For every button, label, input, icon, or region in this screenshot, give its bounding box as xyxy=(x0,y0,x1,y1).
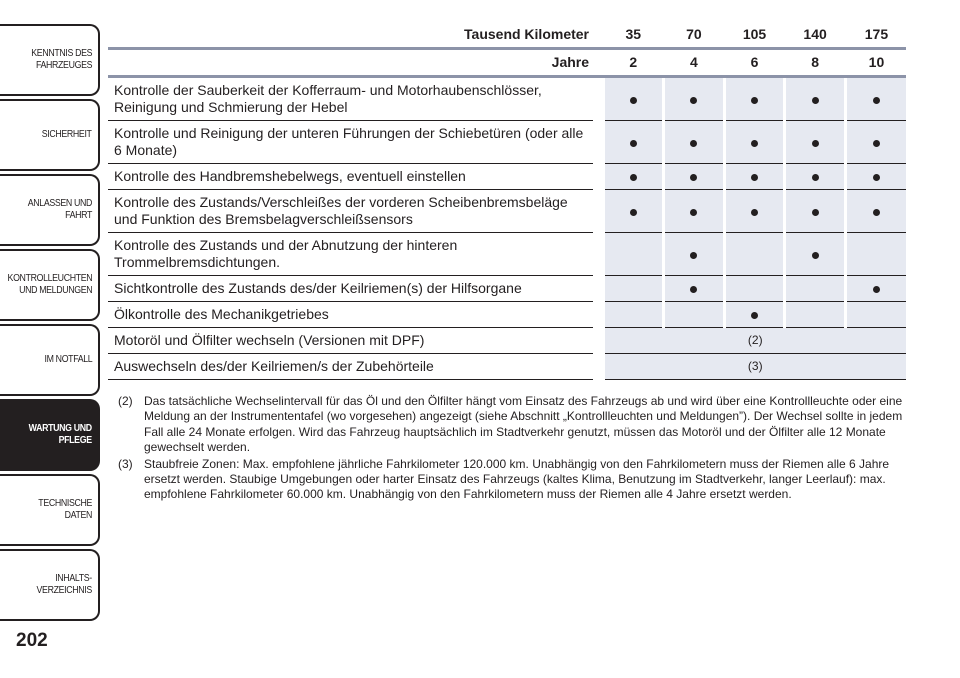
chapter-tab-label: INHALTS- VERZEICHNIS xyxy=(36,573,92,596)
chapter-tab[interactable] xyxy=(0,474,100,546)
check-dot-icon xyxy=(630,174,637,181)
schedule-row-label: Ölkontrolle des Mechanikgetriebes xyxy=(108,302,593,328)
chapter-tab-active[interactable] xyxy=(0,399,100,471)
check-dot-icon xyxy=(751,174,758,181)
check-dot-icon xyxy=(751,140,758,147)
header-years-value: 2 xyxy=(603,49,664,77)
chapter-tab-label: WARTUNG UND PFLEGE xyxy=(28,423,92,446)
chapter-tab-label: IM NOTFALL xyxy=(44,354,92,365)
header-km-value: 70 xyxy=(664,22,725,49)
interval-cell xyxy=(785,233,846,276)
schedule-row-label: Auswechseln des/der Keilriemen/s der Zubehörteile xyxy=(108,354,593,380)
header-km-label: Tausend Kilometer xyxy=(108,22,593,49)
schedule-row-label: Sichtkontrolle des Zustands des/der Keilriemen(s) der Hilfsorgane xyxy=(108,276,593,302)
check-dot-icon xyxy=(873,286,880,293)
check-dot-icon xyxy=(690,252,697,259)
interval-cell xyxy=(845,77,906,121)
schedule-row xyxy=(108,164,906,190)
interval-cell xyxy=(785,190,846,233)
interval-cell xyxy=(603,276,664,302)
interval-cell xyxy=(664,233,725,276)
schedule-row xyxy=(108,121,906,164)
chapter-tab-label: SICHERHEIT xyxy=(42,129,92,140)
chapter-tab[interactable] xyxy=(0,249,100,321)
interval-cell xyxy=(724,190,785,233)
check-dot-icon xyxy=(690,97,697,104)
schedule-row xyxy=(108,233,906,276)
check-dot-icon xyxy=(630,140,637,147)
check-dot-icon xyxy=(873,209,880,216)
check-dot-icon xyxy=(812,209,819,216)
header-km-value: 175 xyxy=(845,22,906,49)
interval-cell xyxy=(724,233,785,276)
interval-cell xyxy=(845,233,906,276)
schedule-row-label: Kontrolle und Reinigung der unteren Führungen der Schiebetüren (oder alle 6 Monate) xyxy=(108,121,593,164)
footnote-mark: (2) xyxy=(118,394,133,408)
check-dot-icon xyxy=(873,97,880,104)
interval-cell xyxy=(785,164,846,190)
check-dot-icon xyxy=(812,174,819,181)
interval-cell xyxy=(603,164,664,190)
interval-cell xyxy=(845,164,906,190)
interval-cell xyxy=(785,121,846,164)
interval-cell xyxy=(664,164,725,190)
chapter-tab-label: KENNTNIS DES FAHRZEUGES xyxy=(31,48,92,71)
chapter-tab[interactable] xyxy=(0,174,100,246)
schedule-row-label: Kontrolle des Handbremshebelwegs, eventuell einstellen xyxy=(108,164,593,190)
check-dot-icon xyxy=(630,97,637,104)
interval-cell xyxy=(724,276,785,302)
chapter-tab[interactable] xyxy=(0,324,100,396)
footnote-mark: (3) xyxy=(118,456,133,471)
footnote xyxy=(118,394,910,456)
interval-cell xyxy=(603,190,664,233)
interval-cell xyxy=(603,121,664,164)
interval-cell xyxy=(845,190,906,233)
chapter-tab[interactable] xyxy=(0,549,100,621)
schedule-row xyxy=(108,190,906,233)
check-dot-icon xyxy=(690,209,697,216)
footnote-text: Das tatsächliche Wechselintervall für das Öl und den Ölfilter hängt vom Einsatz des Fahrzeugs ab und wird über eine Kontrollleuchte oder eine Meldung an der Instrumententafel (wo vorgesehen) angezeigt (siehe Abschnitt „Kontrollleuchten und Meldungen”). Der Wechsel sollte in jedem Fall alle 24 Monate erfolgen. Wird das Fahrzeug hauptsächlich im Stadtverkehr genutzt, müssen das Motoröl und der Ölfilter alle 12 Monate gewechselt werden. xyxy=(144,394,903,455)
header-row-years xyxy=(108,49,906,77)
header-years-value: 10 xyxy=(845,49,906,77)
header-years-value: 8 xyxy=(785,49,846,77)
check-dot-icon xyxy=(751,97,758,104)
interval-cell xyxy=(664,302,725,328)
check-dot-icon xyxy=(812,252,819,259)
check-dot-icon xyxy=(630,209,637,216)
schedule-row xyxy=(108,302,906,328)
chapter-tab-label: KONTROLLEUCHTEN UND MELDUNGEN xyxy=(7,273,92,296)
check-dot-icon xyxy=(812,140,819,147)
check-dot-icon xyxy=(690,286,697,293)
check-dot-icon xyxy=(690,174,697,181)
check-dot-icon xyxy=(751,209,758,216)
interval-cell xyxy=(724,77,785,121)
chapter-tabs xyxy=(0,24,100,624)
interval-cell xyxy=(785,276,846,302)
header-years-label: Jahre xyxy=(108,49,593,77)
schedule-row-label: Kontrolle der Sauberkeit der Kofferraum- und Motorhaubenschlösser, Reinigung und Schmierung der Hebel xyxy=(108,77,593,121)
interval-cell xyxy=(664,276,725,302)
schedule-row-label: Kontrolle des Zustands und der Abnutzung der hinteren Trommelbremsdichtungen. xyxy=(108,233,593,276)
schedule-row-label: Kontrolle des Zustands/Verschleißes der vorderen Scheibenbremsbeläge und Funktion des Bremsbelagverschleißsensors xyxy=(108,190,593,233)
chapter-tab-label: ANLASSEN UND FAHRT xyxy=(27,198,92,221)
interval-cell xyxy=(664,77,725,121)
interval-cell xyxy=(664,121,725,164)
schedule-row xyxy=(108,328,906,354)
interval-cell xyxy=(785,77,846,121)
interval-note: (2) xyxy=(603,328,906,354)
header-km-value: 35 xyxy=(603,22,664,49)
footnotes xyxy=(118,394,910,504)
schedule-row xyxy=(108,276,906,302)
header-years-value: 6 xyxy=(724,49,785,77)
footnote xyxy=(118,457,910,503)
interval-cell xyxy=(724,164,785,190)
header-km-value: 140 xyxy=(785,22,846,49)
maintenance-schedule-table xyxy=(108,22,906,380)
page-number: 202 xyxy=(16,630,48,651)
interval-cell xyxy=(785,302,846,328)
interval-cell xyxy=(664,190,725,233)
check-dot-icon xyxy=(812,97,819,104)
schedule-row-label: Motoröl und Ölfilter wechseln (Versionen mit DPF) xyxy=(108,328,593,354)
check-dot-icon xyxy=(873,174,880,181)
interval-cell xyxy=(845,302,906,328)
interval-cell xyxy=(603,302,664,328)
schedule-row xyxy=(108,77,906,121)
header-row-km xyxy=(108,22,906,49)
check-dot-icon xyxy=(873,140,880,147)
chapter-tab[interactable] xyxy=(0,99,100,171)
interval-cell xyxy=(845,121,906,164)
interval-cell xyxy=(603,233,664,276)
interval-cell xyxy=(724,302,785,328)
schedule-row xyxy=(108,354,906,380)
check-dot-icon xyxy=(751,312,758,319)
interval-cell xyxy=(724,121,785,164)
check-dot-icon xyxy=(690,140,697,147)
chapter-tab-label: TECHNISCHE DATEN xyxy=(38,498,92,521)
chapter-tab[interactable] xyxy=(0,24,100,96)
footnote-text: Staubfreie Zonen: Max. empfohlene jährliche Fahrkilometer 120.000 km. Unabhängig von den Fahrkilometern muss der Riemen alle 6 Jahre ersetzt werden. Staubige Umgebungen oder harter Einsatz des Fahrzeugs (kaltes Klima, Benutzung im Stadtverkehr, langer Leerlauf): max. empfohlene Fahrkilometer 60.000 km. Unabhängig von den Fahrkilometern muss der Riemen alle 4 Jahre ersetzt werden. xyxy=(144,456,890,502)
interval-cell xyxy=(603,77,664,121)
header-km-value: 105 xyxy=(724,22,785,49)
interval-note: (3) xyxy=(603,354,906,380)
interval-cell xyxy=(845,276,906,302)
header-years-value: 4 xyxy=(664,49,725,77)
